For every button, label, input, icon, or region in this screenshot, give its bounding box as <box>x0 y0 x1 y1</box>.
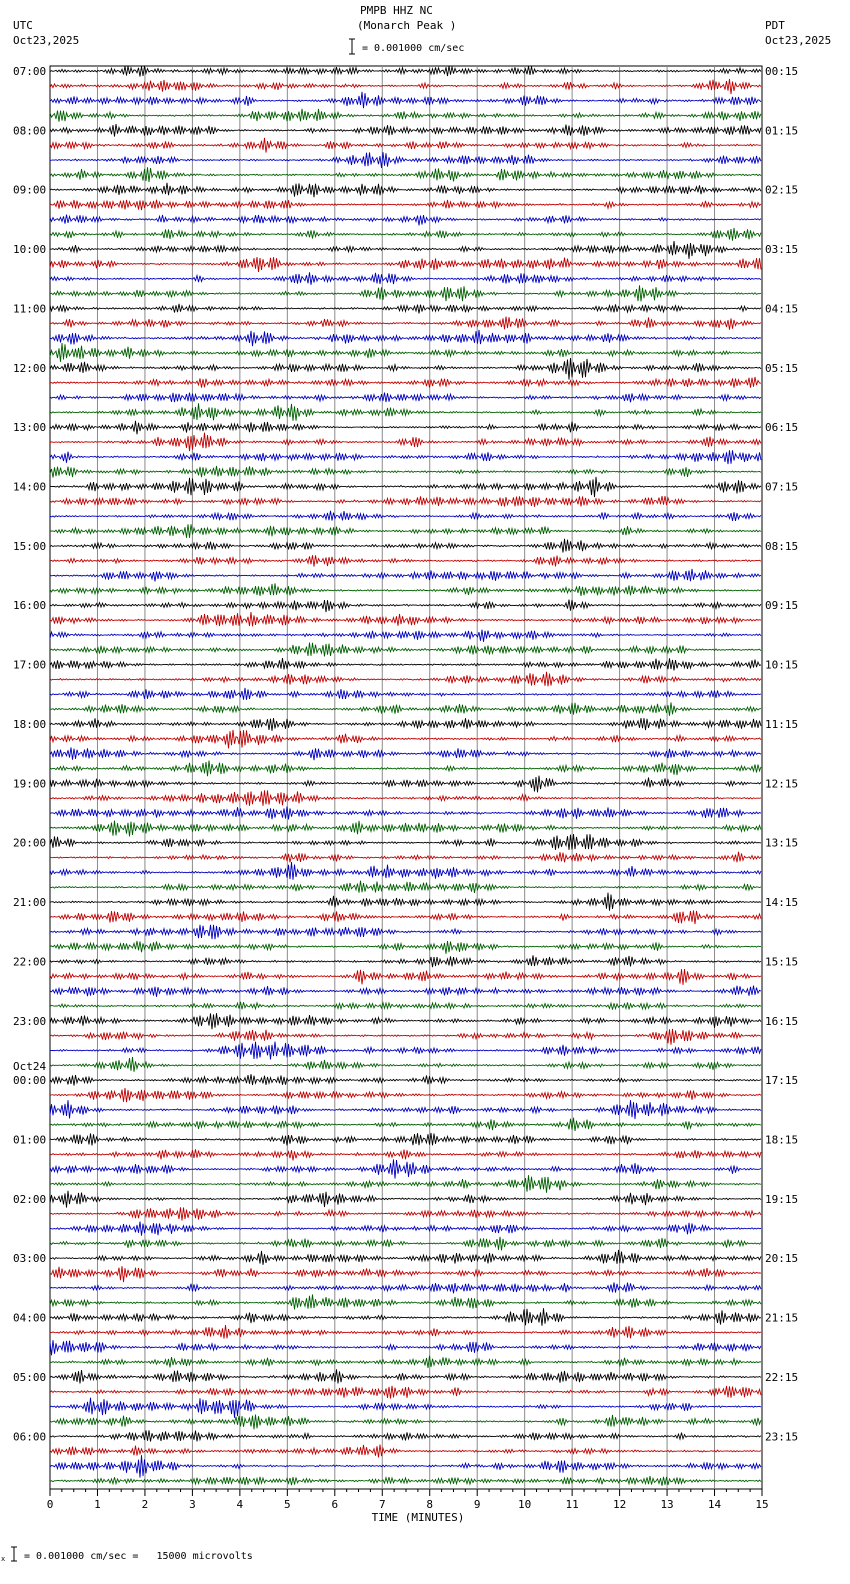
right-date: Oct23,2025 <box>765 34 832 47</box>
seismic-trace <box>50 317 761 330</box>
utc-hour-label: 05:00 <box>13 1370 47 1384</box>
seismic-trace <box>50 1029 761 1045</box>
seismic-trace <box>50 1386 761 1399</box>
pdt-hour-label: 08:15 <box>765 539 799 553</box>
x-tick-label: 8 <box>426 1498 434 1511</box>
pdt-hour-label: 18:15 <box>765 1133 799 1147</box>
utc-hour-label: 02:00 <box>13 1192 47 1206</box>
seismic-trace <box>50 1013 761 1029</box>
seismic-trace <box>50 672 761 687</box>
pdt-hour-label: 22:15 <box>765 1370 799 1384</box>
seismic-trace <box>50 612 761 626</box>
seismic-trace <box>50 241 761 259</box>
seismic-trace <box>50 583 761 596</box>
utc-hour-label: 04:00 <box>13 1311 47 1325</box>
left-date: Oct23,2025 <box>13 34 80 47</box>
seismic-trace <box>50 1118 761 1131</box>
pdt-hour-label: 16:15 <box>765 1014 799 1028</box>
pdt-hour-label: 03:15 <box>765 243 799 257</box>
seismic-trace <box>50 1057 761 1072</box>
pdt-hour-label: 19:15 <box>765 1192 799 1206</box>
pdt-hour-label: 11:15 <box>765 717 799 731</box>
utc-hour-label: 01:00 <box>13 1133 47 1147</box>
pdt-hour-label: 00:15 <box>765 65 799 78</box>
seismic-trace <box>50 1207 761 1220</box>
seismic-trace <box>50 747 761 760</box>
utc-hour-label: 10:00 <box>13 243 47 257</box>
pdt-hour-label: 01:15 <box>765 124 799 138</box>
x-tick-label: 3 <box>189 1498 196 1511</box>
utc-hour-label: 11:00 <box>13 302 47 316</box>
seismic-trace <box>50 167 761 182</box>
x-tick-label: 0 <box>46 1498 54 1511</box>
x-tick-label: 13 <box>660 1498 674 1511</box>
seismic-trace <box>50 821 761 837</box>
seismic-trace <box>50 1002 761 1010</box>
seismic-trace <box>50 496 761 507</box>
seismic-trace <box>50 776 761 793</box>
seismic-trace <box>50 1325 761 1338</box>
utc-hour-label: 13:00 <box>13 421 47 435</box>
seismic-trace <box>50 92 761 108</box>
seismic-trace <box>50 834 761 850</box>
seismic-trace <box>50 941 761 954</box>
seismic-trace <box>50 1042 761 1060</box>
utc-hour-label: 19:00 <box>13 777 47 791</box>
seismic-trace <box>50 450 761 464</box>
seismic-trace <box>50 862 761 880</box>
seismic-trace <box>50 1356 761 1368</box>
pdt-hour-label: 05:15 <box>765 361 799 375</box>
x-tick-label: 7 <box>378 1498 386 1511</box>
seismic-trace <box>50 377 761 388</box>
seismic-trace <box>50 910 761 924</box>
pdt-hour-label: 20:15 <box>765 1252 799 1266</box>
x-tick-label: 10 <box>518 1498 532 1511</box>
seismic-trace <box>50 183 761 197</box>
footer-scale-icon <box>0 1546 20 1564</box>
seismic-trace <box>50 511 761 521</box>
pdt-hour-label: 15:15 <box>765 955 799 969</box>
x-tick-label: 1 <box>94 1498 101 1511</box>
utc-hour-label: 21:00 <box>13 896 47 910</box>
seismic-trace <box>50 893 761 911</box>
pdt-hour-label: 04:15 <box>765 302 799 316</box>
pdt-hour-label: 12:15 <box>765 777 799 791</box>
seismic-trace <box>50 730 761 748</box>
seismic-trace <box>50 1430 761 1441</box>
seismic-trace <box>50 1340 761 1355</box>
seismic-trace <box>50 1074 761 1085</box>
seismic-trace <box>50 477 761 497</box>
seismic-trace <box>50 330 761 346</box>
pdt-hour-label: 06:15 <box>765 421 799 435</box>
seismic-trace <box>50 702 761 715</box>
seismic-trace <box>50 806 761 819</box>
station-title: PMPB HHZ NC <box>360 4 433 17</box>
seismic-trace <box>50 1294 761 1309</box>
utc-hour-label: 12:00 <box>13 361 47 375</box>
utc-hour-label: 09:00 <box>13 183 47 197</box>
seismic-trace <box>50 925 761 939</box>
seismic-trace <box>50 1159 761 1178</box>
seismic-trace <box>50 343 761 362</box>
seismic-trace <box>50 1455 761 1477</box>
right-timezone: PDT <box>765 19 785 32</box>
seismic-trace <box>50 1088 761 1102</box>
pdt-hour-label: 13:15 <box>765 836 799 850</box>
seismic-trace <box>50 790 761 806</box>
utc-hour-label: 17:00 <box>13 658 47 672</box>
seismic-trace <box>50 403 761 420</box>
seismic-trace <box>50 760 761 776</box>
pdt-hour-label: 17:15 <box>765 1074 799 1088</box>
seismic-trace <box>50 881 761 893</box>
seismic-trace <box>50 466 761 478</box>
seismic-trace <box>50 1308 761 1325</box>
seismic-trace <box>50 257 761 272</box>
utc-hour-label: 15:00 <box>13 539 47 553</box>
seismic-trace <box>50 569 761 582</box>
seismic-trace <box>50 1237 761 1251</box>
utc-hour-label: 00:00 <box>13 1074 47 1088</box>
x-tick-label: 15 <box>755 1498 769 1511</box>
pdt-hour-label: 09:15 <box>765 599 799 613</box>
seismic-trace <box>50 66 761 77</box>
seismic-trace <box>50 228 761 241</box>
seismic-trace <box>50 1222 761 1236</box>
seismic-trace <box>50 1266 761 1282</box>
x-tick-label: 5 <box>284 1498 291 1511</box>
seismic-trace <box>50 718 761 731</box>
seismic-trace <box>50 215 761 226</box>
utc-hour-label: 16:00 <box>13 599 47 613</box>
seismic-trace <box>50 124 761 136</box>
seismic-trace <box>50 433 761 451</box>
utc-hour-label: 06:00 <box>13 1430 47 1444</box>
pdt-hour-label: 10:15 <box>765 658 799 672</box>
utc-hour-label: 18:00 <box>13 717 47 731</box>
seismic-trace <box>50 1250 761 1265</box>
x-tick-label: 11 <box>565 1498 579 1511</box>
site-name: (Monarch Peak ) <box>357 19 457 32</box>
x-tick-label: 4 <box>236 1498 244 1511</box>
seismic-trace <box>50 1133 761 1146</box>
seismic-trace <box>50 643 761 657</box>
seismic-trace <box>50 1415 761 1430</box>
seismic-trace <box>50 1476 761 1486</box>
seismic-trace <box>50 955 761 967</box>
seismic-trace <box>50 1175 761 1193</box>
x-tick-label: 9 <box>473 1498 481 1511</box>
seismic-trace <box>50 555 761 566</box>
pdt-hour-label: 07:15 <box>765 480 799 494</box>
x-tick-label: 12 <box>612 1498 627 1511</box>
seismic-trace <box>50 1100 761 1119</box>
seismic-trace <box>50 630 761 642</box>
utc-hour-label: 20:00 <box>13 836 47 850</box>
seismic-trace <box>50 1149 761 1160</box>
x-tick-label: 14 <box>707 1498 722 1511</box>
x-tick-label: 2 <box>141 1498 149 1511</box>
utc-hour-label: 07:00 <box>13 65 47 78</box>
seismic-trace <box>50 969 761 985</box>
seismic-trace <box>50 358 761 379</box>
pdt-hour-label: 02:15 <box>765 183 799 197</box>
utc-hour-label: 14:00 <box>13 480 47 494</box>
seismic-trace <box>50 200 761 210</box>
seismic-trace <box>50 1398 761 1418</box>
seismic-trace <box>50 539 761 553</box>
seismic-trace <box>50 304 761 314</box>
seismic-trace <box>50 852 761 863</box>
x-axis-label: TIME (MINUTES) <box>371 1511 465 1524</box>
seismic-trace <box>50 285 761 301</box>
utc-hour-label: 23:00 <box>13 1014 47 1028</box>
pdt-hour-label: 21:15 <box>765 1311 799 1325</box>
seismic-trace <box>50 658 761 670</box>
utc-hour-label: 03:00 <box>13 1252 47 1266</box>
seismic-trace <box>50 1282 761 1293</box>
utc-hour-label: 08:00 <box>13 124 47 138</box>
utc-hour-label: 22:00 <box>13 955 47 969</box>
seismic-trace <box>50 1445 761 1458</box>
seismic-trace <box>50 138 761 153</box>
seismic-trace <box>50 1191 761 1208</box>
seismic-trace <box>50 152 761 168</box>
date-change-label: Oct24 <box>13 1060 47 1074</box>
scale-text: = 0.001000 cm/sec <box>362 43 465 54</box>
seismic-trace <box>50 688 761 700</box>
seismic-trace <box>50 986 761 997</box>
pdt-hour-label: 23:15 <box>765 1430 799 1444</box>
svg-text:x: x <box>1 1555 6 1563</box>
seismic-trace <box>50 600 761 612</box>
seismic-trace <box>50 524 761 538</box>
seismic-trace <box>50 393 761 403</box>
x-tick-label: 6 <box>331 1498 339 1511</box>
seismic-trace <box>50 421 761 435</box>
seismic-trace <box>50 109 761 122</box>
footer-calibration: = 0.001000 cm/sec = 15000 microvolts <box>24 1551 253 1562</box>
seismic-trace <box>50 1369 761 1383</box>
seismic-trace <box>50 79 761 94</box>
pdt-hour-label: 14:15 <box>765 896 799 910</box>
left-timezone: UTC <box>13 19 33 32</box>
seismic-trace <box>50 272 761 285</box>
